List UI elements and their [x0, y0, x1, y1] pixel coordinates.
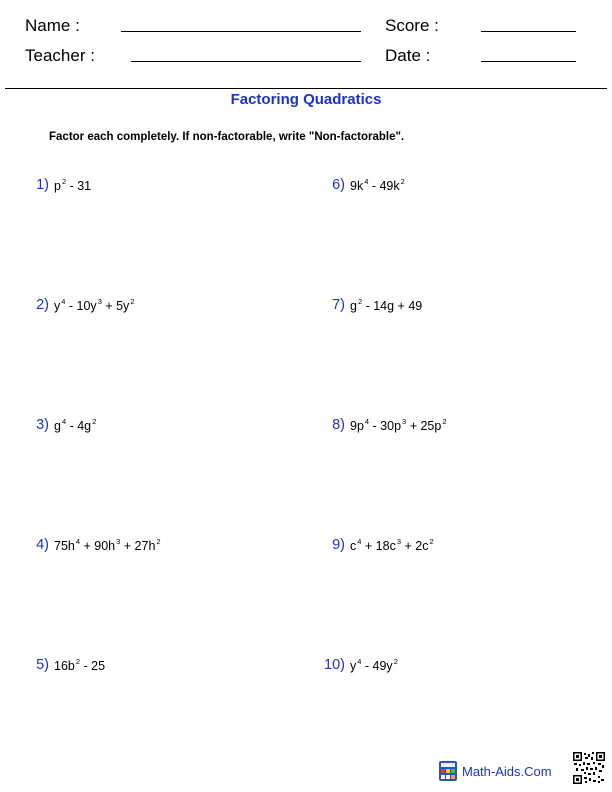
expression-term: - 31 — [66, 179, 92, 193]
problem-expression — [54, 419, 96, 433]
problem-number: 9) — [332, 537, 345, 553]
exponent: 2 — [92, 417, 97, 426]
expression-term: y — [54, 299, 61, 313]
expression-term: - 30p — [369, 419, 402, 433]
exponent: 2 — [357, 297, 363, 306]
expression-term: + 2c — [401, 539, 429, 553]
problem-number: 10) — [324, 657, 345, 673]
exponent: 2 — [156, 537, 161, 546]
expression-term: 9k — [350, 179, 364, 193]
exponent: 4 — [61, 417, 67, 426]
expression-term: + 27h — [120, 539, 156, 553]
name-field[interactable] — [121, 31, 361, 32]
name-label: Name : — [25, 16, 80, 35]
exponent: 2 — [393, 657, 398, 666]
problem-5 — [36, 656, 106, 678]
exponent: 2 — [61, 177, 67, 186]
problem-expression — [54, 299, 134, 313]
exponent: 4 — [357, 537, 362, 546]
expression-term: g — [54, 419, 61, 433]
instructions: Factor each completely. If non-factorable, write "Non-factorable". — [49, 131, 405, 143]
expression-term: + 18c — [361, 539, 396, 553]
problem-number: 8) — [332, 417, 345, 433]
exponent: 3 — [116, 537, 121, 546]
problem-number: 1) — [36, 177, 49, 193]
problem-number: 7) — [332, 297, 345, 313]
worksheet-title: Factoring Quadratics — [230, 91, 382, 108]
calculator-icon — [438, 761, 458, 781]
score-field[interactable] — [481, 31, 576, 32]
problem-6 — [332, 176, 405, 198]
expression-term: + 25p — [406, 419, 442, 433]
problem-4 — [36, 536, 161, 558]
expression-term: + 90h — [80, 539, 116, 553]
problem-expression — [350, 539, 434, 553]
exponent: 2 — [442, 417, 447, 426]
math-aids-brand[interactable] — [438, 760, 552, 782]
exponent: 3 — [402, 417, 407, 426]
problem-expression — [350, 659, 398, 673]
exponent: 2 — [400, 177, 405, 186]
problem-number: 3) — [36, 417, 49, 433]
exponent: 3 — [396, 537, 401, 546]
exponent: 4 — [75, 537, 81, 546]
problem-10 — [324, 656, 398, 678]
exponent: 2 — [75, 657, 81, 666]
problem-1 — [36, 176, 92, 198]
teacher-label: Teacher : — [25, 46, 95, 65]
expression-term: y — [350, 659, 357, 673]
expression-term: - 49k — [368, 179, 400, 193]
exponent: 2 — [130, 297, 135, 306]
exponent: 3 — [97, 297, 102, 306]
problem-7 — [332, 296, 423, 318]
expression-term: - 4g — [66, 419, 92, 433]
expression-term: - 49y — [361, 659, 393, 673]
date-field[interactable] — [481, 61, 576, 62]
problem-number: 6) — [332, 177, 345, 193]
problem-2 — [36, 296, 135, 318]
expression-term: 9p — [350, 419, 364, 433]
header-divider — [5, 88, 607, 89]
score-label: Score : — [385, 16, 439, 35]
expression-term: 75h — [54, 539, 75, 553]
expression-term: + 5y — [101, 299, 130, 313]
problem-8 — [332, 416, 447, 438]
problem-number: 2) — [36, 297, 49, 313]
exponent: 4 — [357, 657, 362, 666]
problem-number: 5) — [36, 657, 49, 673]
problem-3 — [36, 416, 97, 438]
date-label: Date : — [385, 46, 431, 65]
expression-term: - 10y — [65, 299, 97, 313]
brand-name: Math-Aids.Com — [462, 763, 552, 779]
qr-code-icon — [573, 752, 605, 784]
exponent: 2 — [429, 537, 434, 546]
expression-term: p — [54, 179, 61, 193]
problem-expression — [350, 419, 447, 433]
expression-term: - 25 — [80, 659, 106, 673]
expression-term: c — [350, 539, 357, 553]
problem-9 — [332, 536, 434, 558]
problem-expression — [350, 299, 422, 313]
problem-expression — [54, 179, 91, 193]
expression-term: g — [350, 299, 357, 313]
expression-term: 16b — [54, 659, 75, 673]
problem-expression — [350, 179, 405, 193]
problem-number: 4) — [36, 537, 49, 553]
teacher-field[interactable] — [131, 61, 361, 62]
problem-expression — [54, 659, 105, 673]
exponent: 4 — [61, 297, 66, 306]
exponent: 4 — [364, 177, 369, 186]
exponent: 4 — [364, 417, 370, 426]
expression-term: - 14g + 49 — [362, 299, 423, 313]
problem-expression — [54, 539, 161, 553]
